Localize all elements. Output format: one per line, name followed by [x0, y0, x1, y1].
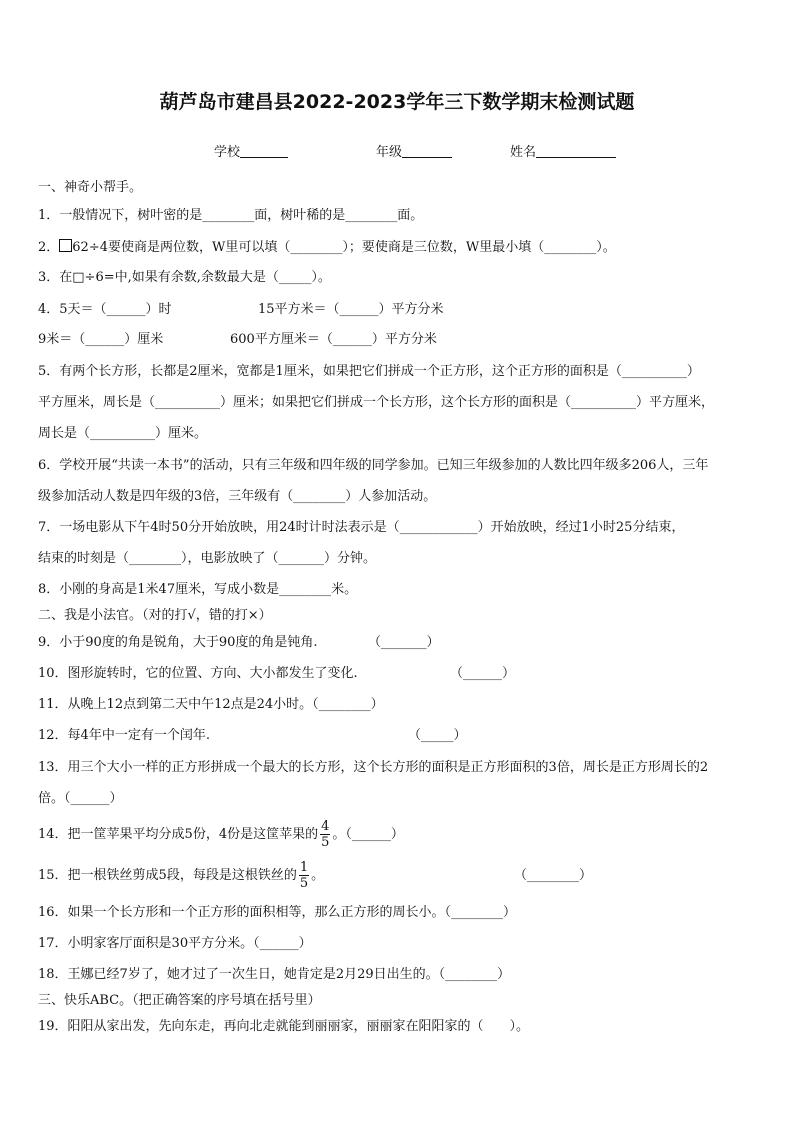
question-19: 19．阳阳从家出发，先向东走，再向北走就能到丽丽家，丽丽家在阳阳家的（ ）。 [38, 1019, 530, 1034]
name-label: 姓名 [510, 145, 537, 160]
fraction-numerator: 1 [299, 860, 309, 875]
fraction-denominator: 5 [321, 835, 330, 850]
question-7-line2: 结束的时刻是（________），电影放映了（_______）分钟。 [38, 551, 377, 566]
question-15-period: 。 [311, 868, 325, 883]
question-14-answer: 。（______） [332, 827, 404, 842]
question-15-text: 15．把一根铁丝剪成5段，每段是这根铁丝的 [38, 868, 297, 883]
fraction-one-fifth [299, 860, 309, 891]
question-12 [38, 728, 758, 744]
question-5-line1: 5．有两个长方形，长都是2厘米，宽都是1厘米，如果把它们拼成一个正方形，这个正方形的面积是（__________） [38, 364, 700, 379]
question-13-line2: 倍。（______） [38, 791, 123, 806]
question-17: 17．小明家客厅面积是30平方分米。（______） [38, 936, 312, 951]
question-18: 18．王娜已经7岁了，她才过了一次生日，她肯定是2月29日出生的。（________） [38, 967, 511, 982]
question-8: 8．小刚的身高是1米47厘米，写成小数是________米。 [38, 582, 358, 597]
name-field [510, 141, 616, 160]
grade-blank [402, 144, 452, 158]
question-7-line1: 7．一场电影从下午4时50分开始放映，用24时计时法表示是（____________）开始放映，经过1小时25分结束， [38, 520, 685, 535]
section3-heading: 三、快乐ABC。（把正确答案的序号填在括号里） [38, 993, 321, 1008]
grade-label: 年级 [376, 145, 403, 160]
question-11: 11．从晚上12点到第二天中午12点是24小时。（________） [38, 697, 384, 712]
question-2-number: 2． [38, 240, 60, 255]
grade-field [376, 141, 452, 160]
question-10 [38, 666, 758, 682]
question-10-text: 10．图形旋转时，它的位置、方向、大小都发生了变化. [38, 666, 358, 681]
section2-heading: 二、我是小法官。（对的打√，错的打×） [38, 608, 272, 623]
question-9-answer: （_______） [368, 635, 440, 650]
question-6-line2: 级参加活动人数是四年级的3倍，三年级有（________）人参加活动。 [38, 489, 437, 504]
question-13-line1: 13．用三个大小一样的正方形拼成一个最大的长方形，这个长方形的面积是正方形面积的3倍，周长是正方形周长的2 [38, 760, 709, 775]
question-5-line3: 周长是（__________）厘米。 [38, 426, 208, 441]
question-6-line1: 6．学校开展“共读一本书”的活动，只有三年级和四年级的同学参加。已知三年级参加的人数比四年级多206人，三年 [38, 458, 709, 473]
question-15 [38, 859, 758, 893]
question-12-text: 12．每4年中一定有一个闰年. [38, 728, 210, 743]
fraction-numerator: 4 [321, 819, 330, 834]
question-9-text: 9．小于90度的角是锐角，大于90度的角是钝角. [38, 635, 318, 650]
question-4c: 9米＝（______）厘米 [38, 332, 164, 347]
school-blank [240, 144, 288, 158]
question-3: 3．在□÷6=中,如果有余数,余数最大是（_____）。 [38, 270, 331, 285]
question-2-text: 62÷4要使商是两位数，W里可以填（________）；要使商是三位数，W里最小填（________）。 [72, 240, 616, 255]
question-5-line2: 平方厘米，周长是（__________）厘米；如果把它们拼成一个长方形，这个长方形的面积是（__________）平方厘米， [38, 395, 715, 410]
section1-heading: 一、神奇小帮手。 [38, 180, 143, 195]
fraction-four-fifths [320, 819, 330, 850]
question-14 [38, 818, 758, 852]
page-title: 葫芦岛市建昌县2022-2023学年三下数学期末检测试题 [159, 91, 635, 113]
question-10-answer: （______） [450, 666, 516, 681]
question-12-answer: （_____） [408, 728, 467, 743]
question-14-text: 14．把一筐苹果平均分成5份，4份是这筐苹果的 [38, 827, 319, 842]
question-4a: 4．5天＝（______）时 [38, 302, 172, 317]
question-16: 16．如果一个长方形和一个正方形的面积相等，那么正方形的周长小。（________） [38, 905, 517, 920]
question-2 [38, 239, 758, 256]
school-field [214, 141, 288, 160]
question-4d: 600平方厘米＝（______）平方分米 [230, 332, 437, 347]
question-9 [38, 635, 758, 651]
name-blank [536, 144, 616, 158]
question-15-answer: （________） [514, 868, 593, 883]
blank-box-icon [59, 239, 72, 252]
question-1: 1．一般情况下，树叶密的是________面，树叶稀的是________面。 [38, 208, 424, 223]
school-label: 学校 [214, 145, 241, 160]
fraction-denominator: 5 [299, 876, 309, 891]
question-4b: 15平方米＝（______）平方分米 [258, 302, 444, 317]
